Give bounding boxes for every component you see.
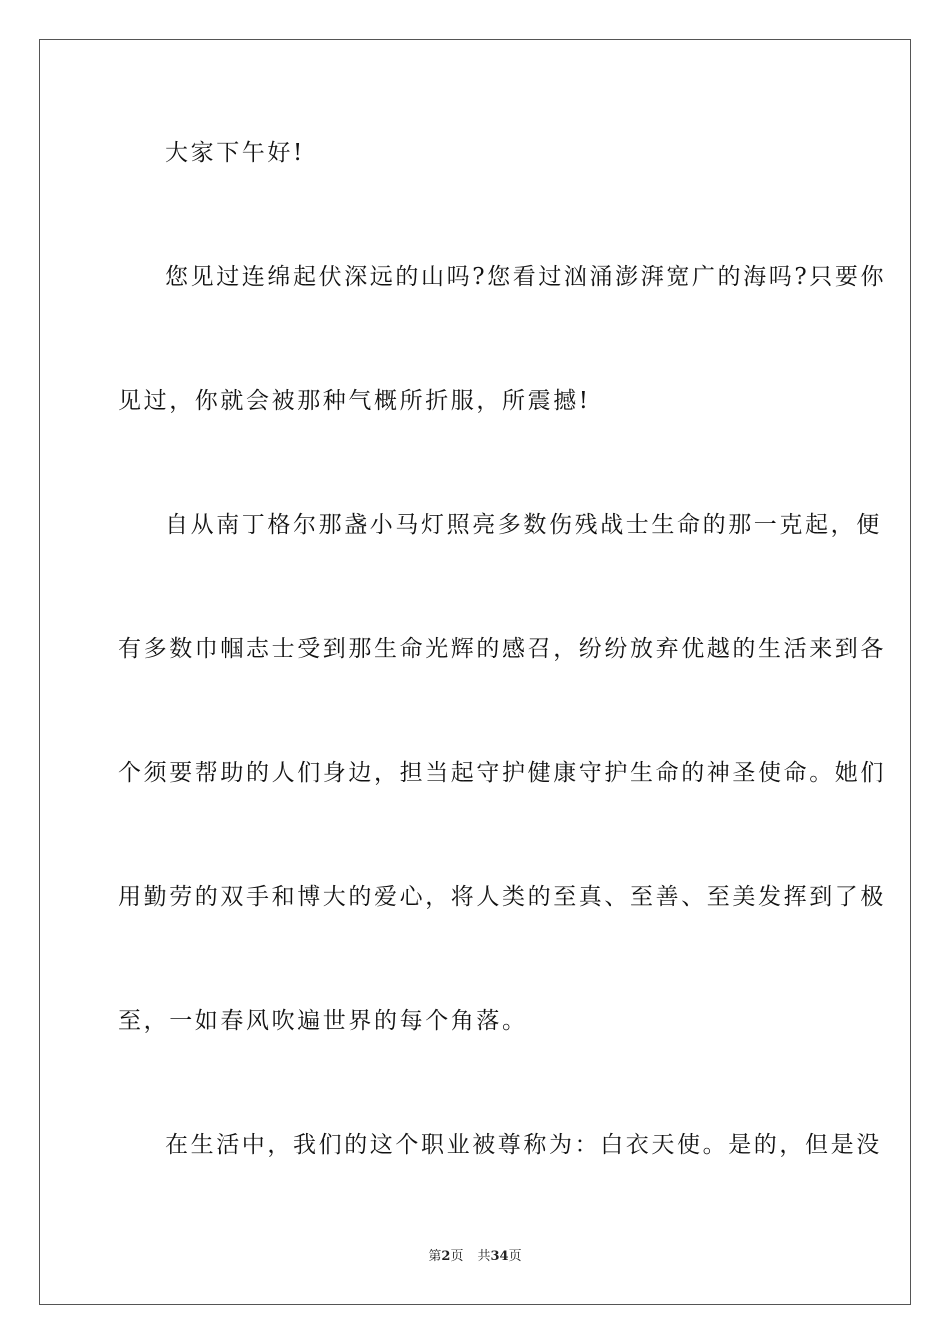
- paragraph-line: 在生活中，我们的这个职业被尊称为：白衣天使。是的，但是没: [165, 1132, 882, 1158]
- total-suffix: 页: [508, 1249, 522, 1264]
- paragraph-line: 自从南丁格尔那盏小马灯照亮多数伤残战士生命的那一克起，便: [165, 512, 882, 538]
- paragraph-line: 有多数巾帼志士受到那生命光辉的感召，纷纷放弃优越的生活来到各: [118, 636, 886, 662]
- page-frame: [39, 39, 911, 1305]
- paragraph-line: 您见过连绵起伏深远的山吗?您看过汹涌澎湃宽广的海吗?只要你: [165, 264, 887, 290]
- page-footer: [0, 1248, 950, 1266]
- paragraph-line: 至，一如春风吹遍世界的每个角落。: [118, 1008, 528, 1034]
- page-number: 2: [441, 1249, 451, 1264]
- paragraph-greeting: 大家下午好!: [165, 140, 305, 166]
- page-prefix: 第: [428, 1249, 442, 1264]
- paragraph-line: 用勤劳的双手和博大的爱心，将人类的至真、至善、至美发挥到了极: [118, 884, 886, 910]
- total-prefix: 共: [477, 1249, 491, 1264]
- total-pages: 34: [490, 1249, 509, 1264]
- paragraph-line: 见过，你就会被那种气概所折服，所震撼!: [118, 388, 591, 414]
- page-suffix: 页: [450, 1249, 464, 1264]
- paragraph-line: 个须要帮助的人们身边，担当起守护健康守护生命的神圣使命。她们: [118, 760, 886, 786]
